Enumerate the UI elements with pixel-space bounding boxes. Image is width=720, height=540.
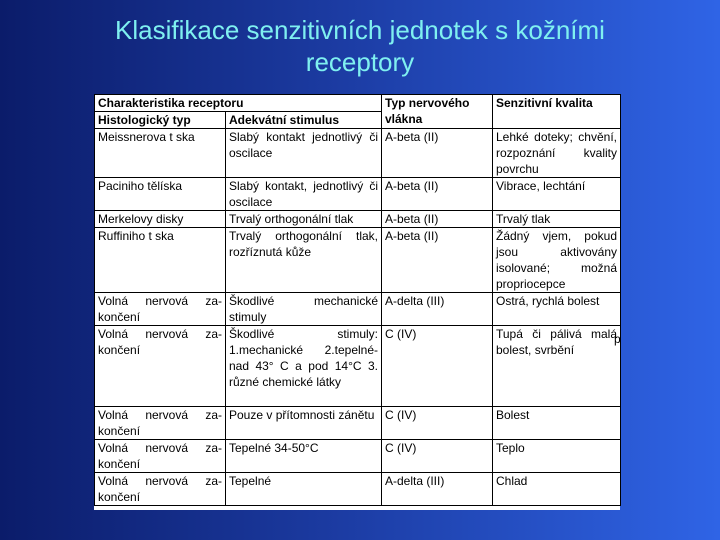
cell-fiber-type: A-beta (II) (382, 211, 493, 228)
cell-sensory-quality: Vibrace, lechtání (493, 178, 621, 211)
table-row (95, 440, 621, 473)
cell-sensory-quality: Lehké doteky; chvění, rozpoznání kvality povrchu (493, 129, 621, 178)
receptor-table (94, 94, 621, 506)
header-adequate-stimulus: Adekvátní stimulus (226, 112, 382, 129)
header-sensory-quality: Senzitivní kvalita (493, 95, 621, 129)
cell-fiber-type: C (IV) (382, 440, 493, 473)
cell-fiber-type: C (IV) (382, 407, 493, 440)
cell-histological-type: Meissnerova t ska (95, 129, 226, 178)
table-row (95, 129, 621, 178)
table-row (95, 473, 621, 506)
cell-adequate-stimulus: Škodlivé mechanické stimuly (226, 293, 382, 326)
cell-adequate-stimulus: Tepelné 34-50°C (226, 440, 382, 473)
cell-fiber-type: A-delta (III) (382, 293, 493, 326)
cell-fiber-type: A-beta (II) (382, 129, 493, 178)
slide-title (0, 14, 720, 78)
cell-histological-type: Volná nervová za-končení (95, 440, 226, 473)
overflow-text-fragment: p (614, 332, 621, 346)
cell-adequate-stimulus: Trvalý orthogonální tlak (226, 211, 382, 228)
cell-histological-type: Volná nervová za-končení (95, 473, 226, 506)
table-row (95, 293, 621, 326)
cell-fiber-type: C (IV) (382, 326, 493, 407)
cell-sensory-quality: Tupá či pálivá malá bolest, svrbění (493, 326, 621, 407)
cell-adequate-stimulus: Škodlivé stimuly: 1.mechanické 2.tepelné-nad 43° C a pod 14°C 3. různé chemické látky (226, 326, 382, 407)
cell-sensory-quality: Bolest (493, 407, 621, 440)
header-fiber-type: Typ nervového vlákna (382, 95, 493, 129)
table-row (95, 407, 621, 440)
header-characteristic: Charakteristika receptoru (95, 95, 382, 112)
cell-histological-type: Merkelovy disky (95, 211, 226, 228)
cell-adequate-stimulus: Tepelné (226, 473, 382, 506)
receptor-table-container (94, 94, 620, 510)
cell-histological-type: Volná nervová za-končení (95, 326, 226, 407)
cell-adequate-stimulus: Pouze v přítomnosti zánětu (226, 407, 382, 440)
table-row (95, 326, 621, 407)
cell-histological-type: Paciniho tělíska (95, 178, 226, 211)
cell-adequate-stimulus: Slabý kontakt, jednotlivý či oscilace (226, 178, 382, 211)
table-row (95, 228, 621, 293)
cell-histological-type: Ruffiniho t ska (95, 228, 226, 293)
header-histological-type: Histologický typ (95, 112, 226, 129)
cell-fiber-type: A-delta (III) (382, 473, 493, 506)
cell-sensory-quality: Ostrá, rychlá bolest (493, 293, 621, 326)
cell-histological-type: Volná nervová za-končení (95, 407, 226, 440)
cell-adequate-stimulus: Slabý kontakt jednotlivý či oscilace (226, 129, 382, 178)
cell-sensory-quality: Trvalý tlak (493, 211, 621, 228)
cell-sensory-quality: Žádný vjem, pokud jsou aktivovány isolované; možná propriocepce (493, 228, 621, 293)
slide-title-line-1: Klasifikace senzitivních jednotek s kožními (115, 15, 605, 45)
table-row (95, 178, 621, 211)
cell-histological-type: Volná nervová za-končení (95, 293, 226, 326)
cell-sensory-quality: Teplo (493, 440, 621, 473)
table-header-row (95, 95, 621, 112)
cell-fiber-type: A-beta (II) (382, 228, 493, 293)
table-row (95, 211, 621, 228)
cell-fiber-type: A-beta (II) (382, 178, 493, 211)
cell-sensory-quality: Chlad (493, 473, 621, 506)
cell-adequate-stimulus: Trvalý orthogonální tlak, rozříznutá kůže (226, 228, 382, 293)
slide-title-line-2: receptory (305, 47, 415, 77)
